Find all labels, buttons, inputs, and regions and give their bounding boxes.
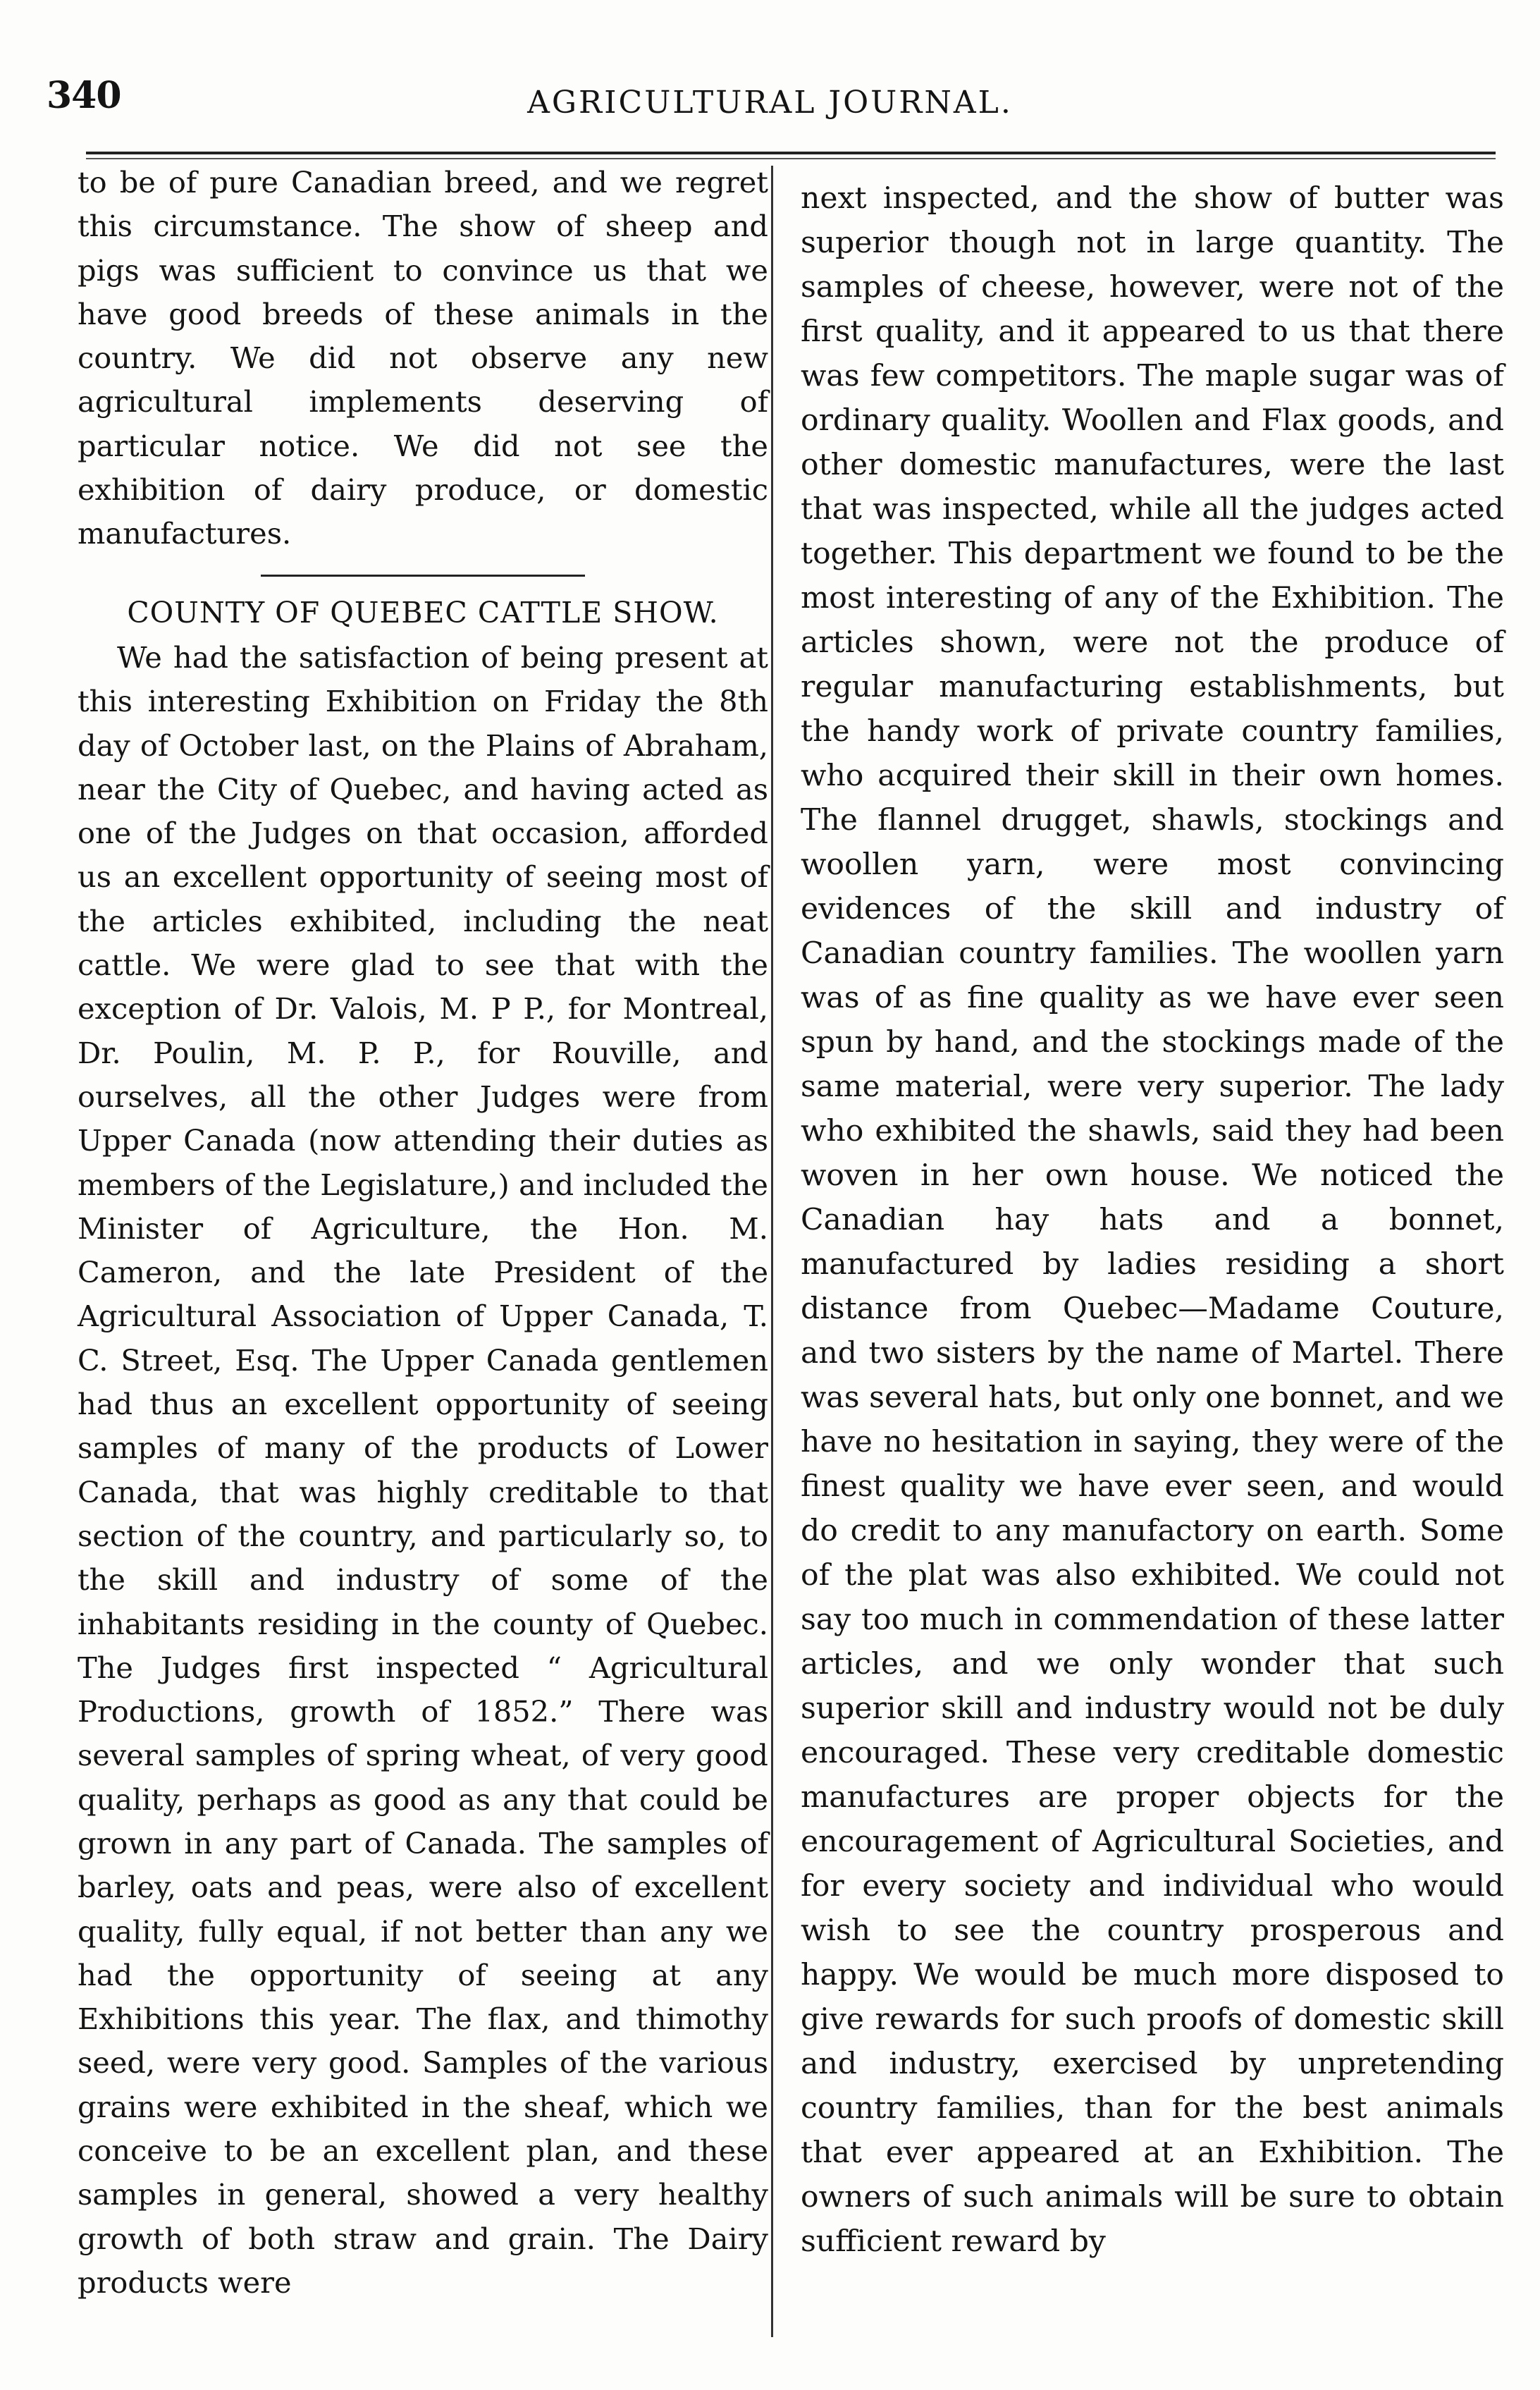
page-number: 340 bbox=[47, 74, 121, 117]
running-head: AGRICULTURAL JOURNAL. bbox=[527, 85, 1013, 121]
section-paragraph: We had the satisfaction of being present at this interesting Exhibition on Friday the 8th day of October last, on the Plains of Abraham, near the City of Quebec, and having acted as one of the Judges on that occasion, afforded us an excellent opportunity of seeing most of the articles exhibited, including the neat cattle. We were glad to see that with the exception of Dr. Valois, M. P P., for Montreal, Dr. Poulin, M. P. P., for Rouville, and ourselves, all the other Judges were from Upper Canada (now attending their duties as members of the Legislature,) and included the Minister of Agriculture, the Hon. M. Cameron, and the late President of the Agricultural Association of Upper Canada, T. C. Street, Esq. The Upper Canada gentlemen had thus an excellent opportunity of seeing samples of many of the products of Lower Canada, that was highly creditable to that section of the country, and particularly so, to the skill and industry of some of the inhabitants residing in the county of Quebec. The Judges first inspected “ Agricultural Productions, growth of 1852.” There was several samples of spring wheat, of very good quality, perhaps as good as any that could be grown in any part of Canada. The samples of barley, oats and peas, were also of excellent quality, fully equal, if not better than any we had the opportunity of seeing at any Exhibitions this year. The flax, and thimothy seed, were very good. Samples of the various grains were exhibited in the sheaf, which we conceive to be an excellent plan, and these samples in general, showed a very healthy growth of both straw and grain. The Dairy products were bbox=[78, 639, 768, 2300]
left-column bbox=[78, 161, 768, 2305]
header-rule bbox=[86, 152, 1496, 154]
header-rule-thin bbox=[86, 158, 1496, 159]
column-divider bbox=[771, 166, 773, 2337]
right-column bbox=[801, 176, 1504, 2264]
section-divider bbox=[261, 575, 585, 577]
section-title: COUNTY OF QUEBEC CATTLE SHOW. bbox=[127, 595, 719, 630]
opening-paragraph: to be of pure Canadian breed, and we regret this circumstance. The show of sheep and pigs was sufficient to convince us that we have good breeds of these animals in the country. We did not observe any new agricultural implements deserving of particular notice. We did not see the exhibition of dairy produce, or domestic manufactures. bbox=[78, 165, 768, 551]
right-column-paragraph: next inspected, and the show of butter was superior though not in large quantity. The samples of cheese, however, were not of the first quality, and it appeared to us that there was few competitors. The maple sugar was of ordinary quality. Woollen and Flax goods, and other domestic manufactures, were the last that was inspected, while all the judges acted together. This department we found to be the most interesting of any of the Exhibition. The articles shown, were not the produce of regular manufacturing establishments, but the handy work of private country families, who acquired their skill in their own homes. The flannel drugget, shawls, stockings and woollen yarn, were most convincing evidences of the skill and industry of Canadian country families. The woollen yarn was of as fine quality as we have ever seen spun by hand, and the stockings made of the same material, were very superior. The lady who exhibited the shawls, said they had been woven in her own house. We noticed the Canadian hay hats and a bonnet, manufactured by ladies residing a short distance from Quebec—Madame Couture, and two sisters by the name of Martel. There was several hats, but only one bonnet, and we have no hesitation in saying, they were of the finest quality we have ever seen, and would do credit to any manufactory on earth. Some of the plat was also exhibited. We could not say too much in commendation of these latter articles, and we only wonder that such superior skill and industry would not be duly encouraged. These very creditable domestic manufactures are proper objects for the encouragement of Agricultural Societies, and for every society and individual who would wish to see the country prosperous and happy. We would be much more disposed to give rewards for such proofs of domestic skill and industry, exercised by unpretending country families, than for the best animals that ever appeared at an Exhibition. The owners of such animals will be sure to obtain sufficient reward by bbox=[801, 181, 1504, 2259]
